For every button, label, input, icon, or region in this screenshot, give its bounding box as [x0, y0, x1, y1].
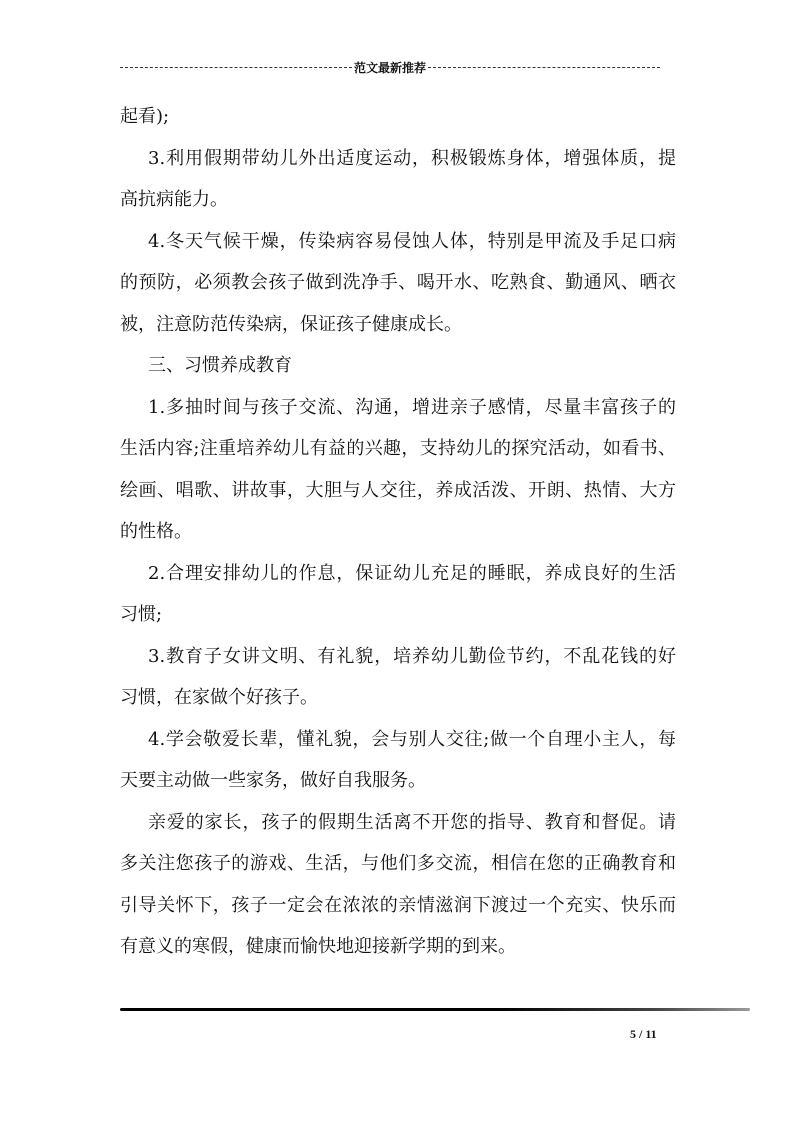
page-number: 5 / 11 — [630, 1027, 657, 1041]
header-title: 范文最新推荐 — [354, 60, 427, 75]
text-line: 生活内容;注重培养幼儿有益的兴趣，支持幼儿的探究活动，如看书、 — [120, 438, 676, 459]
text-line: 绘画、唱歌、讲故事，大胆与人交往，养成活泼、开朗、热情、大方 — [120, 479, 676, 501]
text-line: 引导关怀下，孩子一定会在浓浓的亲情滋润下渡过一个充实、快乐而 — [120, 894, 676, 916]
text-line: 亲爱的家长，孩子的假期生活离不开您的指导、教育和督促。请 — [148, 811, 676, 833]
document-body — [120, 96, 676, 968]
text-line: 多关注您孩子的游戏、生活，与他们多交流，相信在您的正确教育和 — [120, 853, 676, 874]
text-line: 2.合理安排幼儿的作息，保证幼儿充足的睡眠，养成良好的生活 — [148, 562, 676, 584]
text-line: 3.教育子女讲文明、有礼貌，培养幼儿勤俭节约，不乱花钱的好 — [148, 645, 676, 667]
text-line: 有意义的寒假，健康而愉快地迎接新学期的到来。 — [120, 936, 516, 957]
header-left-rule — [120, 67, 352, 68]
text-line: 4.学会敬爱长辈，懂礼貌，会与别人交往;做一个自理小主人，每 — [148, 728, 676, 750]
text-line: 高抗病能力。 — [120, 189, 228, 210]
text-line: 1.多抽时间与孩子交流、沟通，增进亲子感情，尽量丰富孩子的 — [148, 396, 676, 418]
text-line: 3.利用假期带幼儿外出适度运动，积极锻炼身体，增强体质，提 — [148, 147, 676, 169]
text-line: 天要主动做一些家务，做好自我服务。 — [120, 770, 426, 791]
header-right-rule — [428, 67, 660, 68]
text-line: 被，注意防范传染病，保证孩子健康成长。 — [120, 313, 462, 335]
text-line: 习惯，在家做个好孩子。 — [120, 687, 318, 708]
text-line: 的性格。 — [120, 521, 192, 542]
page-header — [120, 58, 660, 76]
text-line: 4.冬天气候干燥，传染病容易侵蚀人体，特别是甲流及手足口病 — [148, 230, 676, 252]
text-line: 的预防，必须教会孩子做到洗净手、喝开水、吃熟食、勤通风、晒衣 — [120, 272, 676, 293]
footer-rule — [120, 1008, 750, 1011]
text-line: 习惯; — [120, 604, 163, 625]
text-line: 三、习惯养成教育 — [148, 355, 292, 376]
text-line: 起看); — [120, 106, 170, 127]
